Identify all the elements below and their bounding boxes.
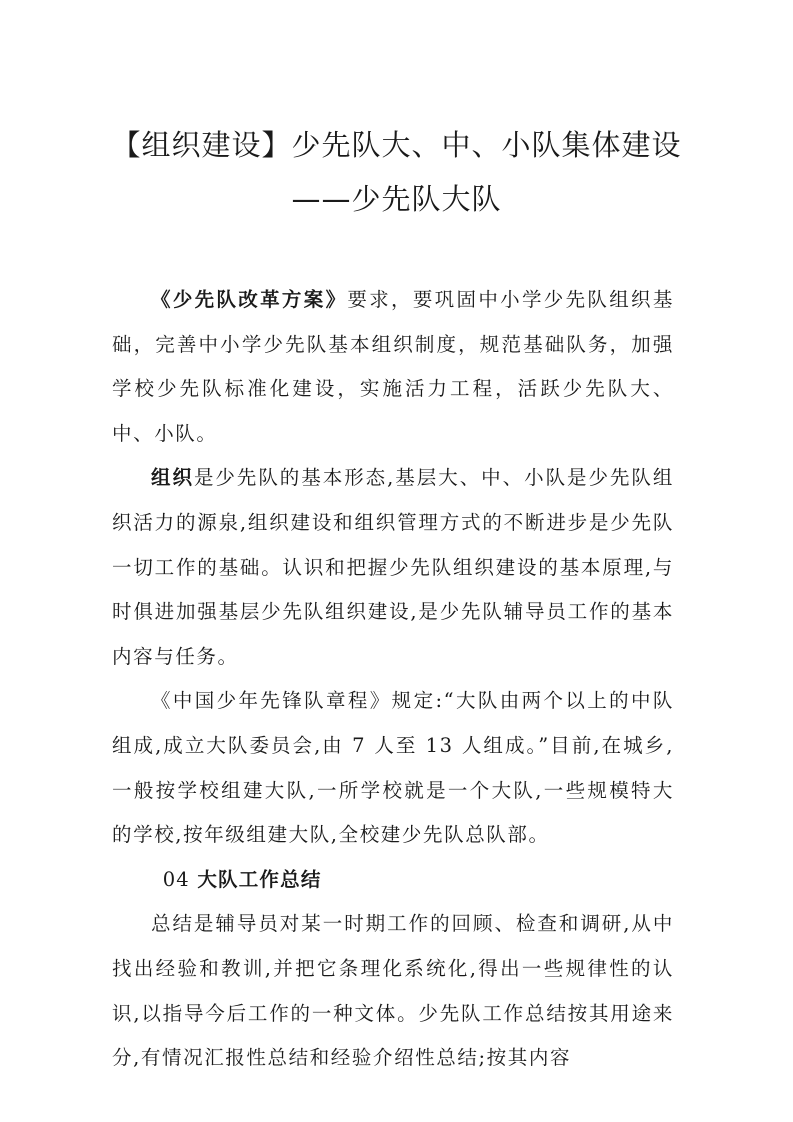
paragraph-organization [112,456,674,679]
title-line-2: ——少先队大队 [291,182,502,216]
bold-lead: 组织 [151,466,194,490]
section-heading [112,858,674,903]
document-title [0,118,793,226]
title-line-1: 【组织建设】少先队大、中、小队集体建设 [111,128,682,162]
paragraph-text: 要求，要巩固中小学少先队组织基础，完善中小学少先队基本组织制度，规范基础队务，加强学校少先队标准化建设，实施活力工程，活跃少先队大、中、小队。 [112,288,674,445]
paragraph-reform-plan [112,278,674,456]
section-label: 大队工作总结 [197,867,322,891]
paragraph-summary: 总结是辅导员对某一时期工作的回顾、检查和调研,从中找出经验和教训,并把它条理化系统化,得出一些规律性的认识,以指导今后工作的一种文体。少先队工作总结按其用途来分,有情况汇报性总结和经验介绍性总结;按其内容 [112,912,674,1070]
paragraph-text: 是少先队的基本形态,基层大、中、小队是少先队组织活力的源泉,组织建设和组织管理方式的不断进步是少先队一切工作的基础。认识和把握少先队组织建设的基本原理,与时俱进加强基层少先队组织建设,是少先队辅导员工作的基本内容与任务。 [112,466,674,668]
paragraph-charter [112,679,674,857]
bold-lead: 《少先队改革方案》 [151,288,348,311]
document-body [112,278,674,1081]
paragraph-text: 《中国少年先锋队章程》规定:“大队由两个以上的中队组成,成立大队委员会,由 7 人至 13 人组成。”目前,在城乡,一般按学校组建大队,一所学校就是一个大队,一些规模特大的学校,按年级组建大队,全校建少先队总队部。 [112,689,674,847]
section-number: 04 [162,867,198,891]
